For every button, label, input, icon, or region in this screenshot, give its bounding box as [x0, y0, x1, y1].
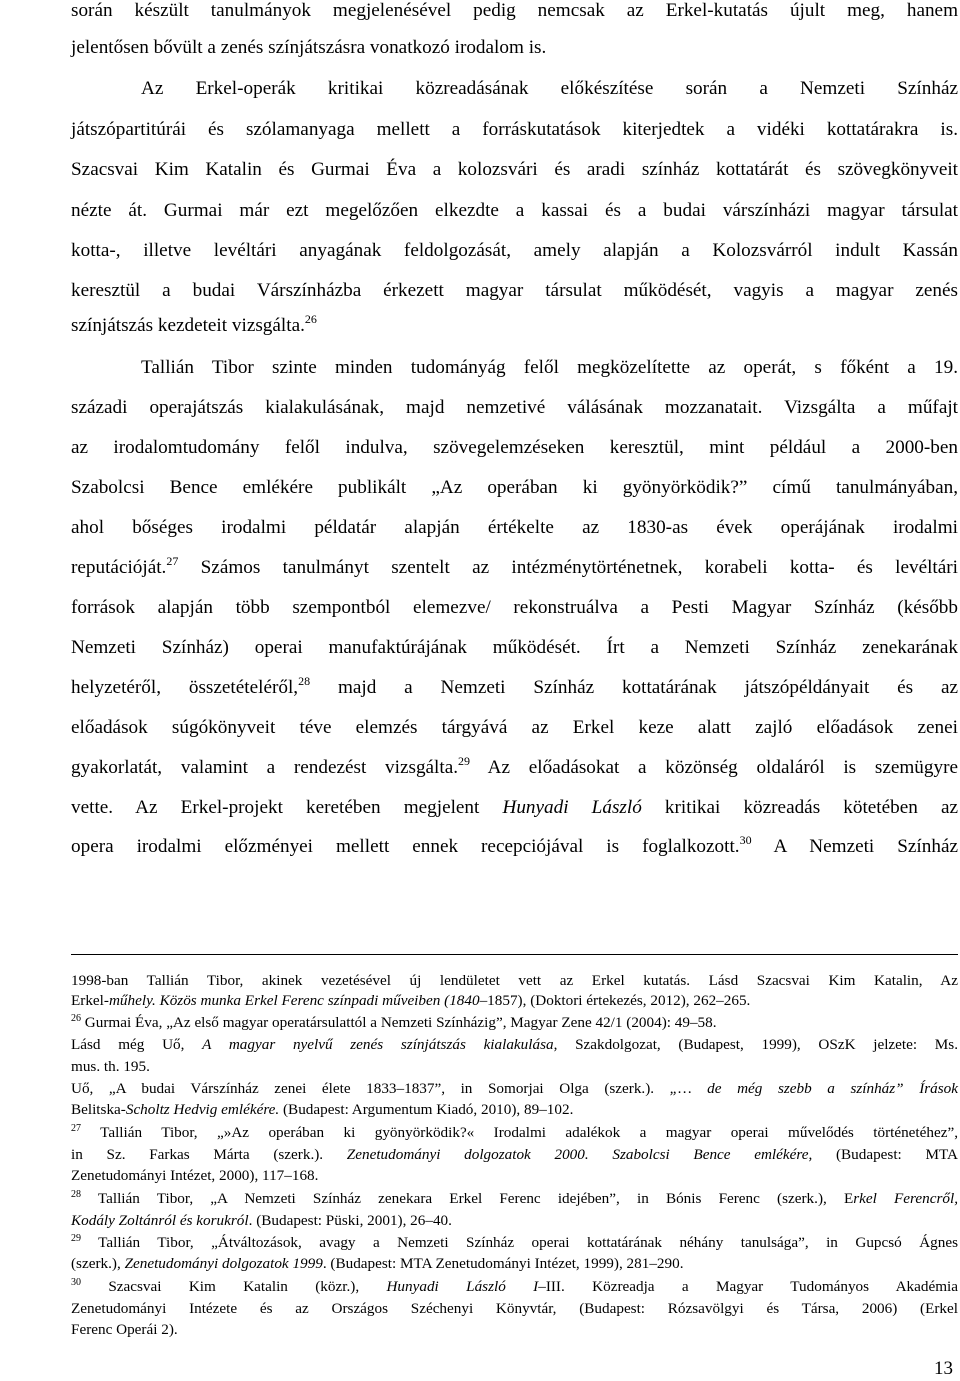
- body-line: gyakorlatát, valamint a rendezést vizsgálta.$^{29}$ Az előadásokat a közönség oldaláról is szemügyre: [71, 754, 958, 778]
- footnote-ref: 27: [166, 554, 179, 568]
- footnote-mark: 27: [71, 1123, 81, 1134]
- body-line: Szacsvai Kim Katalin és Gurmai Éva a kolozsvári és aradi színház kottatárát és szövegkönyveit: [71, 159, 958, 180]
- footnote-line: 1998-ban Tallián Tibor, akinek vezetésével új lendületet vett az Erkel kutatás. Lásd Szacsvai Kim Katalin, Az: [71, 972, 958, 989]
- footnote-ref: 28: [298, 674, 311, 688]
- italic-title: Hunyadi László: [502, 797, 642, 818]
- body-line: helyzetéről, összetételéről,$^{28}$ majd a Nemzeti Színház kottatárának játszópéldányait és az: [71, 674, 958, 698]
- footnote-line: Zenetudományi Intézet, 2000), 117–168.: [71, 1167, 319, 1184]
- footnote-line: mus. th. 195.: [71, 1058, 150, 1075]
- footnote-mark: 26: [71, 1013, 81, 1024]
- footnote-ref: 26: [304, 312, 317, 326]
- footnote-line: Ferenc Operái 2).: [71, 1321, 178, 1338]
- footnote-line: (szerk.), Zenetudományi dolgozatok 1999. (Budapest: MTA Zenetudományi Intézet, 1999), 281–290.: [71, 1255, 684, 1272]
- footnote-line: Uő, „A budai Várszínház zenei élete 1833–1837”, in Somorjai Olga (szerk.). „… de még szebb a színház” Írások: [71, 1080, 959, 1097]
- body-line: Az Erkel-operák kritikai közreadásának előkészítése során a Nemzeti Színház: [141, 78, 958, 99]
- footnote-line: Zenetudományi Intézete és az Országos Széchenyi Könyvtár, (Budapest: Rózsavölgyi és Társa, 2006) (Erkel: [71, 1300, 958, 1317]
- body-line: nézte át. Gurmai már ezt megelőzően elkezdte a kassai és a budai várszínházi magyar társulat: [71, 200, 958, 221]
- footnote-line: Erkel-műhely. Közös munka Erkel Ferenc színpadi műveiben (1840–1857), (Doktori értekezés, 2012), 262–265.: [71, 992, 751, 1009]
- body-line: során készült tanulmányok megjelenésével pedig nemcsak az Erkel-kutatás újult meg, hanem: [71, 0, 958, 21]
- footnote-line: in Sz. Farkas Márta (szerk.). Zenetudományi dolgozatok 2000. Szabolcsi Bence emlékére, (Budapest: MTA: [71, 1146, 958, 1163]
- footnote-line: $^{30}$ Szacsvai Kim Katalin (közr.), Hunyadi László I–III. Közreadja a Magyar Tudományos Akadémia: [71, 1277, 958, 1295]
- body-line: századi operajátszás kialakulásának, majd nemzetivé válásának mozzanatait. Vizsgálta a műfajt: [71, 397, 958, 418]
- body-line: Tallián Tibor szinte minden tudományág felől megközelítette az operát, s főként a 19.: [141, 357, 958, 378]
- body-line: opera irodalmi előzményei mellett ennek recepciójával is foglalkozott.$^{30}$ A Nemzeti Színház: [71, 833, 958, 857]
- footnote-line: Lásd még Uő, A magyar nyelvű zenés színjátszás kialakulása, Szakdolgozat, (Budapest, 1999), OSzK jelzete: Ms.: [71, 1036, 958, 1053]
- body-line: vette. Az Erkel-projekt keretében megjelent Hunyadi László kritikai közreadás kötetében az: [71, 797, 959, 818]
- body-line: kotta-, illetve levéltári anyagának feldolgozását, amely alapján a Kolozsvárról indult Kassán: [71, 240, 958, 261]
- body-line: játszópartitúrái és szólamanyaga mellett a forráskutatások kiterjedtek a vidéki kottatárakra is.: [71, 119, 958, 140]
- body-line: előadások súgókönyveit téve elemzés tárgyává az Erkel keze alatt zajló előadások zenei: [71, 717, 958, 738]
- body-line: Nemzeti Színház) operai manufaktúrájának működését. Írt a Nemzeti Színház zenekarának: [71, 637, 958, 658]
- footnote-line: $^{28}$ Tallián Tibor, „A Nemzeti Színház zenekara Erkel Ferenc idejében”, in Bónis Ferenc (szerk.), Erkel Ferencről,: [71, 1189, 958, 1207]
- body-line: Szabolcsi Bence emlékére publikált „Az operában ki gyönyörködik?” című tanulmányában,: [71, 477, 958, 498]
- footnote-mark: 29: [71, 1233, 81, 1244]
- body-line: reputációját.$^{27}$ Számos tanulmányt szentelt az intézménytörténetnek, korabeli kotta- és levéltári: [71, 554, 958, 578]
- footnote-mark: 30: [71, 1277, 81, 1288]
- body-line: források alapján több szempontból elemezve/ rekonstruálva a Pesti Magyar Színház (később: [71, 597, 958, 618]
- page-number: 13: [934, 1358, 953, 1379]
- footnote-line: $^{26}$ Gurmai Éva, „Az első magyar operatársulattól a Nemzeti Színházig”, Magyar Zene 42/1 (2004): 49–58.: [71, 1013, 717, 1031]
- body-line: ahol bőséges irodalmi példatár alapján értékelte az 1830-as évek operájának irodalmi: [71, 517, 958, 538]
- body-line: színjátszás kezdeteit vizsgálta.$^{26}$: [71, 312, 317, 336]
- footnote-line: Belitska-Scholtz Hedvig emlékére. (Budapest: Argumentum Kiadó, 2010), 89–102.: [71, 1101, 574, 1118]
- footnote-mark: 28: [71, 1189, 81, 1200]
- body-line: jelentősen bővült a zenés színjátszásra vonatkozó irodalom is.: [71, 37, 547, 58]
- footnote-line: $^{29}$ Tallián Tibor, „Átváltozások, avagy a Nemzeti Színház operai kottatárának néhány tanulsága”, in Gupcsó Ágnes: [71, 1233, 958, 1251]
- body-line: keresztül a budai Várszínházba érkezett magyar társulat működését, vagyis a magyar zenés: [71, 280, 958, 301]
- footnote-ref: 29: [458, 754, 471, 768]
- footnote-separator: [71, 954, 958, 955]
- footnote-ref: 30: [739, 833, 752, 847]
- footnote-line: $^{27}$ Tallián Tibor, „»Az operában ki gyönyörködik?« Irodalmi adalékok a magyar operai művelődés történetéhez”,: [71, 1123, 958, 1141]
- body-line: az irodalomtudomány felől indulva, szövegelemzéseken keresztül, mint például a 2000-ben: [71, 437, 958, 458]
- footnote-line: Kodály Zoltánról és korukról. (Budapest: Püski, 2001), 26–40.: [71, 1212, 452, 1229]
